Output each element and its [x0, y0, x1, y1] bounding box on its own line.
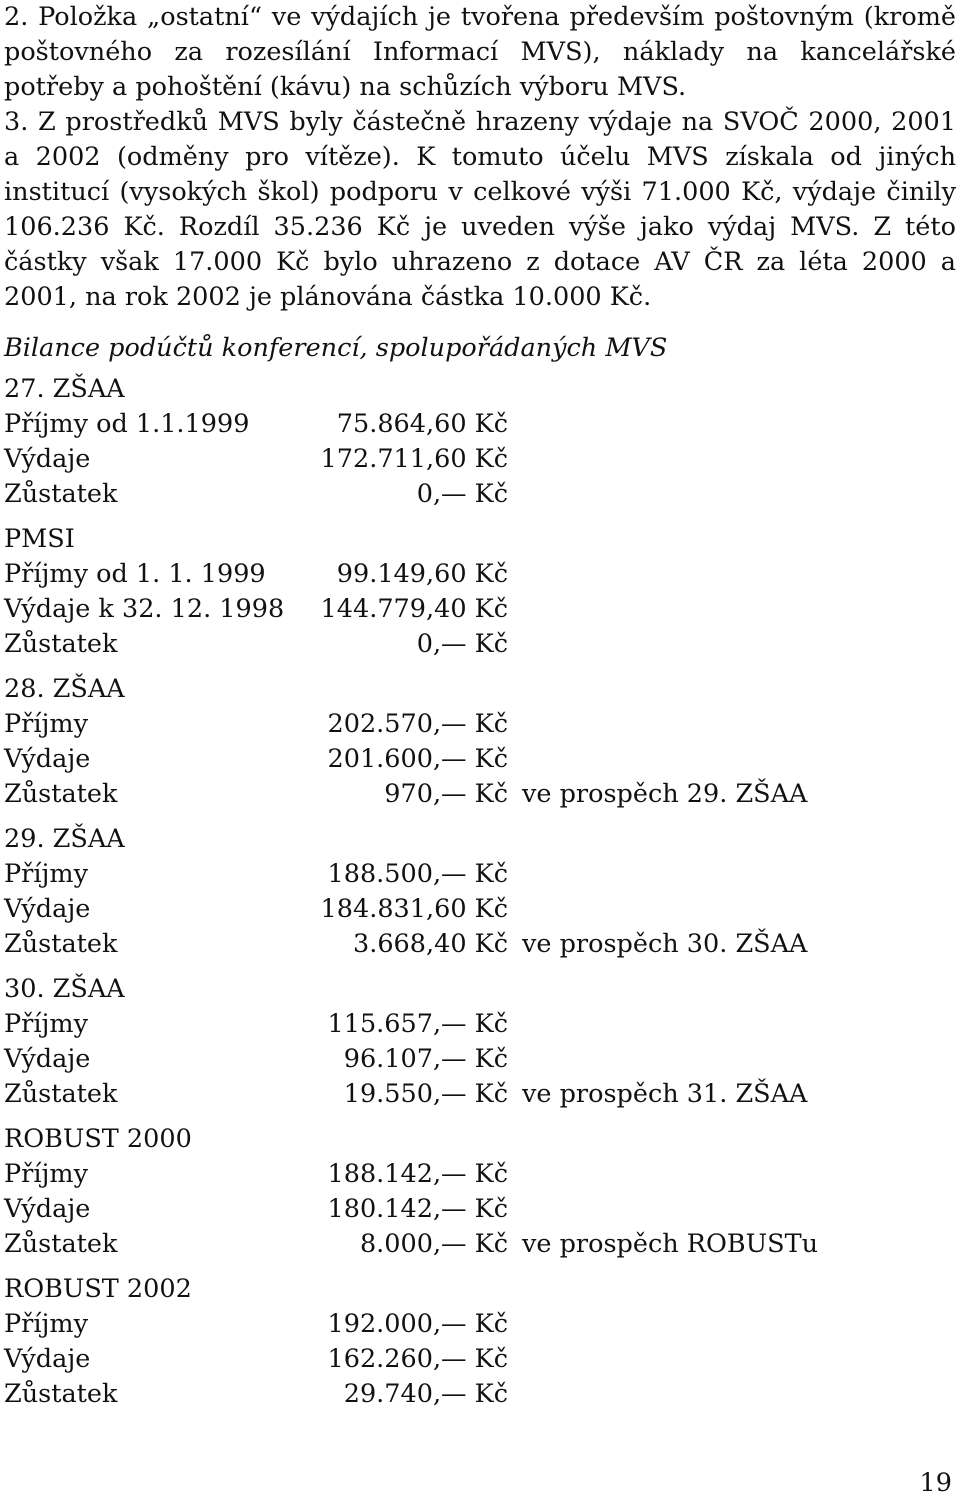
row-note: ve prospěch 31. ZŠAA — [522, 1079, 808, 1109]
row-amount: 3.668,40 Kč — [353, 929, 508, 959]
balance-row — [4, 707, 956, 742]
row-amount: 970,— Kč — [384, 779, 508, 809]
row-note: ve prospěch 29. ZŠAA — [522, 779, 808, 809]
row-amount: 192.000,— Kč — [327, 1309, 508, 1339]
balance-row — [4, 1377, 956, 1412]
balance-row — [4, 477, 956, 512]
row-amount: 115.657,— Kč — [327, 1009, 508, 1039]
balance-row — [4, 1342, 956, 1377]
row-label: Výdaje — [4, 1194, 91, 1224]
block-title: 28. ZŠAA — [4, 674, 125, 704]
balance-row — [4, 1227, 956, 1262]
row-note: ve prospěch 30. ZŠAA — [522, 929, 808, 959]
block-title: PMSI — [4, 524, 75, 554]
row-label: Příjmy — [4, 1009, 88, 1039]
balance-row — [4, 407, 956, 442]
block-title: 29. ZŠAA — [4, 824, 125, 854]
block-title: 27. ZŠAA — [4, 374, 125, 404]
row-amount: 202.570,— Kč — [327, 709, 508, 739]
row-label: Zůstatek — [4, 479, 118, 509]
balance-row — [4, 1007, 956, 1042]
row-amount: 188.500,— Kč — [327, 859, 508, 889]
balance-row — [4, 742, 956, 777]
row-label: Příjmy — [4, 859, 88, 889]
balance-row — [4, 927, 956, 962]
row-label: Výdaje — [4, 1344, 91, 1374]
block-title: ROBUST 2000 — [4, 1124, 192, 1154]
row-label: Výdaje — [4, 1044, 91, 1074]
balance-row — [4, 1042, 956, 1077]
row-note: ve prospěch ROBUSTu — [522, 1229, 819, 1259]
balance-row — [4, 857, 956, 892]
row-label: Výdaje k 32. 12. 1998 — [4, 594, 285, 624]
balance-row — [4, 1157, 956, 1192]
balance-row — [4, 442, 956, 477]
row-label: Zůstatek — [4, 629, 118, 659]
balance-row — [4, 1307, 956, 1342]
balance-row — [4, 557, 956, 592]
row-amount: 180.142,— Kč — [327, 1194, 508, 1224]
row-amount: 75.864,60 Kč — [336, 409, 508, 439]
row-label: Výdaje — [4, 444, 91, 474]
balance-block — [4, 972, 956, 1112]
row-label: Příjmy — [4, 1159, 88, 1189]
row-label: Příjmy — [4, 709, 88, 739]
row-amount: 184.831,60 Kč — [320, 894, 508, 924]
balance-row — [4, 1077, 956, 1112]
row-amount: 99.149,60 Kč — [336, 559, 508, 589]
balance-row — [4, 777, 956, 812]
row-label: Výdaje — [4, 894, 91, 924]
row-label: Příjmy od 1. 1. 1999 — [4, 559, 266, 589]
row-label: Příjmy — [4, 1309, 88, 1339]
balance-block — [4, 372, 956, 512]
balance-row — [4, 592, 956, 627]
row-label: Příjmy od 1.1.1999 — [4, 409, 250, 439]
row-label: Výdaje — [4, 744, 91, 774]
row-amount: 96.107,— Kč — [343, 1044, 508, 1074]
balance-block — [4, 1272, 956, 1412]
balance-block — [4, 522, 956, 662]
paragraph-item-3: 3. Z prostředků MVS byly částečně hrazeny výdaje na SVOČ 2000, 2001 a 2002 (odměny pro vítěze). K tomuto účelu MVS získala od jiných institucí (vysokých škol) podporu v celkové výši 71.000 Kč, výdaje činily 106.236 Kč. Rozdíl 35.236 Kč je uveden výše jako výdaj MVS. Z této částky však 17.000 Kč bylo uhrazeno z dotace AV ČR za léta 2000 a 2001, na rok 2002 je plánována částka 10.000 Kč. — [4, 107, 956, 312]
balance-block — [4, 672, 956, 812]
document-page — [4, 0, 956, 1412]
balance-blocks — [4, 372, 956, 1412]
row-label: Zůstatek — [4, 1379, 118, 1409]
balance-block — [4, 1122, 956, 1262]
row-amount: 29.740,— Kč — [343, 1379, 508, 1409]
row-amount: 19.550,— Kč — [343, 1079, 508, 1109]
row-amount: 188.142,— Kč — [327, 1159, 508, 1189]
row-amount: 8.000,— Kč — [359, 1229, 508, 1259]
row-amount: 162.260,— Kč — [327, 1344, 508, 1374]
row-amount: 144.779,40 Kč — [320, 594, 508, 624]
block-title: 30. ZŠAA — [4, 974, 125, 1004]
row-label: Zůstatek — [4, 1229, 118, 1259]
balance-row — [4, 1192, 956, 1227]
row-label: Zůstatek — [4, 1079, 118, 1109]
row-amount: 0,— Kč — [416, 629, 508, 659]
paragraph-item-2: 2. Položka „ostatní“ ve výdajích je tvořena především poštovným (kromě poštovného za rozesílání Informací MVS), náklady na kancelářské potřeby a pohoštění (kávu) na schůzích výboru MVS. — [4, 2, 956, 102]
row-label: Zůstatek — [4, 929, 118, 959]
balance-row — [4, 627, 956, 662]
block-title: ROBUST 2002 — [4, 1274, 192, 1304]
row-label: Zůstatek — [4, 779, 118, 809]
row-amount: 0,— Kč — [416, 479, 508, 509]
section-title: Bilance podúčtů konferencí, spolupořádaných MVS — [4, 333, 668, 363]
balance-block — [4, 822, 956, 962]
row-amount: 201.600,— Kč — [327, 744, 508, 774]
page-number: 19 — [919, 1468, 952, 1498]
balance-row — [4, 892, 956, 927]
row-amount: 172.711,60 Kč — [320, 444, 508, 474]
